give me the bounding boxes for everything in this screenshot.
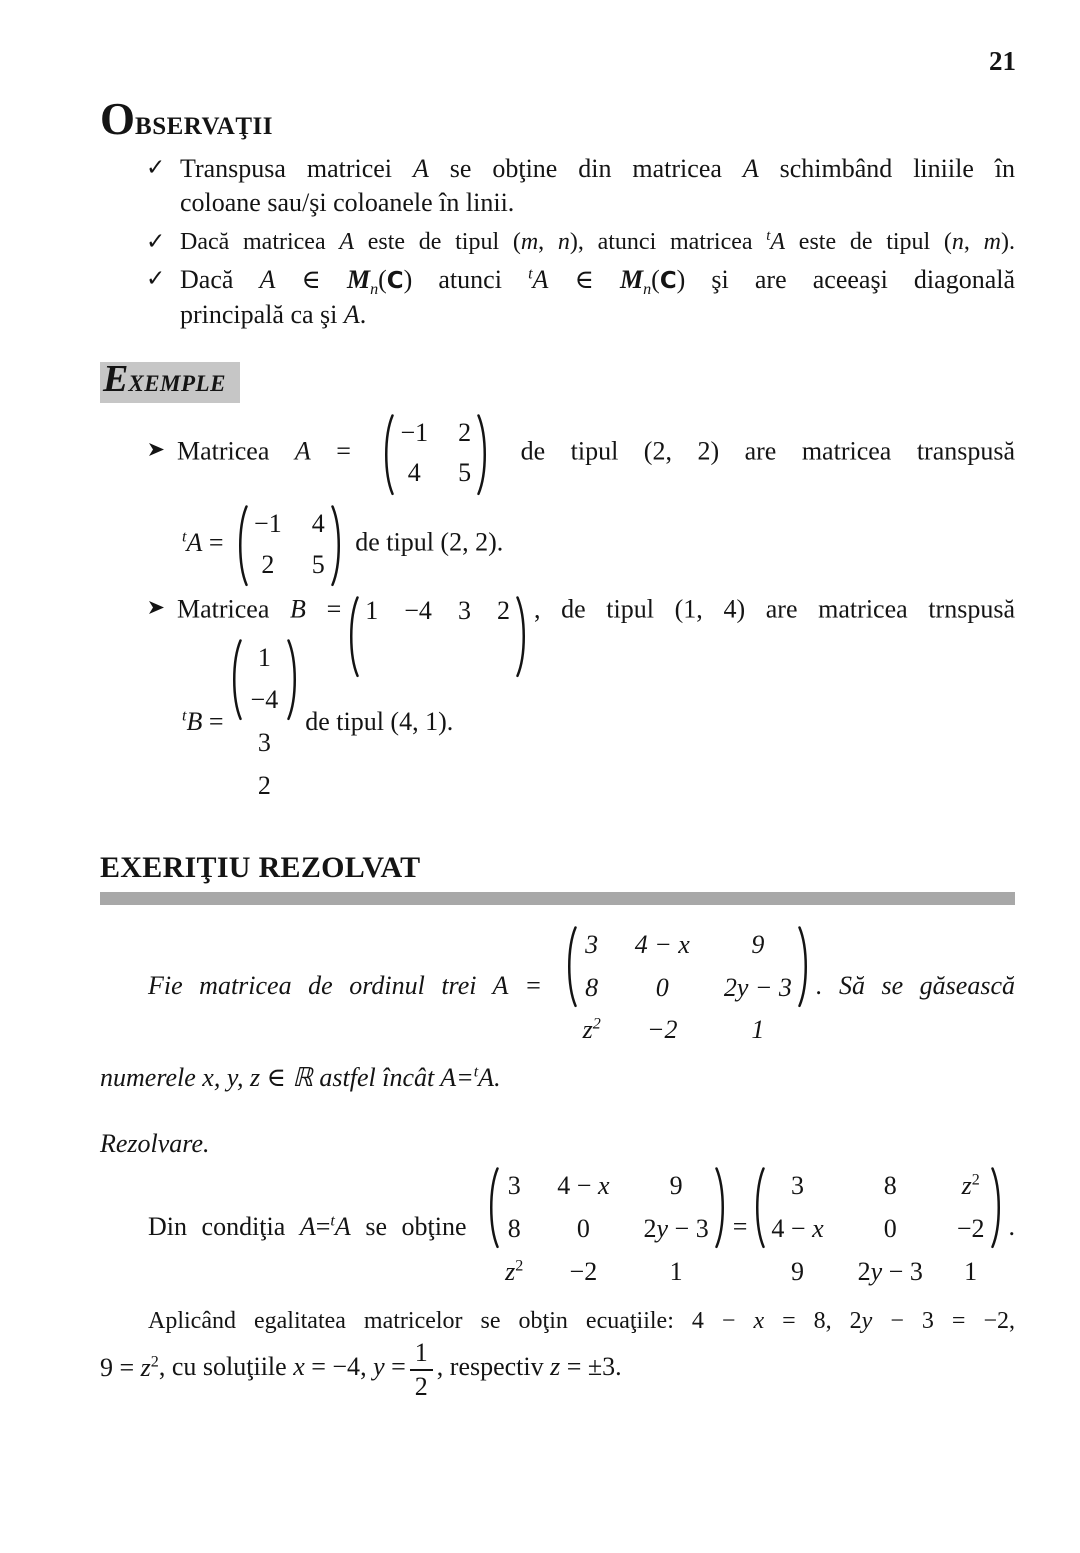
matrix-ta-entries — [251, 502, 328, 587]
checkmark-icon: ✓ — [146, 266, 166, 293]
matrix-cell: 2 — [458, 417, 472, 447]
left-paren-icon — [228, 638, 243, 721]
left-paren-icon — [234, 504, 249, 587]
matrix-cell: 2y − 3 — [857, 1256, 923, 1286]
examples-section — [148, 409, 1015, 810]
matrix-cell: 3 — [791, 1171, 804, 1201]
matrix-cell: 8 — [507, 1214, 521, 1244]
matrix-cell: −2 — [569, 1256, 598, 1286]
matrix-cell: 2 — [257, 770, 271, 800]
conclusion-paragraph — [100, 1306, 1015, 1402]
matrix-cell: 3 — [507, 1171, 521, 1201]
matrix-cell: 2y − 3 — [643, 1214, 709, 1244]
matrix-tb-entries — [245, 636, 285, 808]
solution-equation-line — [100, 1162, 1015, 1296]
conclusion-text-pre: $9 = z^2$, cu soluţiile x = −4, y = — [100, 1352, 406, 1382]
fraction-numerator: 1 — [410, 1337, 433, 1370]
left-paren-icon — [485, 1166, 500, 1249]
arrow-bullet-icon — [148, 600, 165, 615]
right-paren-icon — [990, 1166, 1005, 1249]
matrix-cell: 4 − x — [771, 1214, 824, 1244]
matrix-cell: 5 — [311, 549, 325, 579]
matrix-cell: 9 — [791, 1256, 804, 1286]
conclusion-line-2 — [100, 1337, 1015, 1401]
right-paren-icon — [476, 413, 491, 496]
equals-sign: = — [732, 1212, 748, 1242]
checkmark-icon: ✓ — [146, 229, 166, 256]
transpose-a-label: $^t$A = — [182, 527, 224, 557]
matrix-cell: 9 — [751, 930, 765, 960]
sentence-period: . — [1008, 1212, 1015, 1242]
fraction-denominator: 2 — [414, 1371, 428, 1401]
example-2-line — [148, 591, 1015, 632]
checkmark-icon: ✓ — [146, 154, 166, 181]
matrix-cell: 0 — [576, 1214, 590, 1244]
exercise-line-1 — [100, 921, 1015, 1055]
matrix-cell: 8 — [585, 972, 599, 1002]
matrix-cell: −1 — [254, 508, 282, 538]
exercise-heading: EXERIŢIU REZOLVAT — [100, 851, 421, 885]
matrix-cell: 1 — [257, 642, 271, 672]
left-paren-icon — [563, 925, 578, 1008]
example-1-transpose-line — [182, 500, 1015, 589]
matrix-cell: 0 — [655, 972, 669, 1002]
matrix-cell: $z^2$ — [582, 1015, 601, 1045]
observation-text — [180, 152, 1015, 222]
exemple-heading — [100, 357, 240, 403]
left-paren-icon — [380, 413, 395, 496]
matrix-right — [751, 1164, 1004, 1294]
matrix-left-entries — [502, 1164, 712, 1294]
heading-underline-bar — [100, 892, 1015, 905]
matrix-tb — [228, 636, 302, 808]
matrix-cell: 4 − x — [634, 930, 690, 960]
heading-rest: XEMPLE — [128, 370, 226, 396]
arrow-bullet-icon — [148, 442, 165, 457]
matrix-exercise-entries — [580, 923, 795, 1053]
text-line: principală ca şi A. — [180, 300, 367, 330]
matrix-right-entries — [768, 1164, 987, 1294]
matrix-cell: 4 — [311, 508, 325, 538]
example-2-transpose-text: de tipul (4, 1). — [305, 707, 454, 737]
page-number: 21 — [989, 46, 1016, 76]
observatii-heading — [100, 94, 1015, 144]
text-line: coloane sau/şi coloanele în linii. — [180, 188, 515, 218]
text-line: Dacă matricea A este de tipul (m, n), atunci matricea $^t$A este de tipul (n, m). — [180, 228, 1015, 256]
matrix-cell: 3 — [257, 727, 271, 757]
transpose-b-label: $^t$B = — [182, 707, 224, 737]
matrix-cell: 2 — [496, 596, 510, 626]
heading-rest: BSERVAŢII — [135, 113, 273, 140]
example-1-line — [148, 409, 1015, 498]
matrix-cell: 4 — [407, 458, 421, 488]
observation-item-2 — [146, 226, 1015, 258]
example-1-text-pre: Matricea A = — [177, 436, 351, 466]
observations-list — [146, 152, 1015, 333]
matrix-cell: $z^2$ — [961, 1171, 980, 1201]
text-line: Dacă A ∈ $M_n(C)$ atunci $^t$A ∈ $M_n(C)$ şi are aceeaşi diagonală — [180, 265, 1015, 299]
exercise-text-post: . Să se găsească — [815, 970, 1015, 1000]
matrix-cell: −2 — [647, 1015, 678, 1045]
text-line: Transpusa matricei A se obţine din matricea A schimbând liniile în — [180, 153, 1016, 183]
example-1-transpose-text: de tipul (2, 2). — [355, 527, 504, 557]
matrix-cell: 1 — [964, 1256, 978, 1286]
matrix-cell: 0 — [883, 1214, 897, 1244]
observation-item-1 — [146, 152, 1015, 222]
conclusion-text-post: , respectiv z = ±3. — [436, 1352, 622, 1382]
right-paren-icon — [797, 925, 812, 1008]
matrix-cell: 1 — [365, 596, 379, 626]
matrix-cell: 2y − 3 — [723, 972, 792, 1002]
exercise-line-2: numerele x, y, z ∈ ℝ astfel încât A=$^t$A. — [100, 1062, 501, 1092]
exercise-statement — [100, 921, 1015, 1095]
observation-text — [180, 226, 1015, 258]
conclusion-line-1: Aplicând egalitatea matricelor se obţin ecuaţiile: 4 − x = 8, 2y − 3 = −2, — [148, 1308, 1015, 1335]
matrix-cell: 8 — [883, 1171, 897, 1201]
heading-initial-letter: E — [103, 357, 129, 400]
matrix-cell: −4 — [404, 596, 432, 626]
matrix-a-entries — [397, 411, 474, 496]
matrix-cell: 3 — [585, 930, 599, 960]
observation-item-3 — [146, 263, 1015, 333]
matrix-cell: 2 — [261, 549, 275, 579]
example-2-text-post: , de tipul (1, 4) are matricea trnspusă — [533, 594, 1015, 624]
example-2-transpose-line — [182, 634, 1015, 810]
right-paren-icon — [515, 595, 530, 678]
left-paren-icon — [751, 1166, 766, 1249]
example-2-text-pre: Matricea B = — [177, 594, 342, 624]
matrix-b-entries — [362, 593, 513, 630]
solution-text-pre: Din condiţia A=$^t$A se obţine — [148, 1212, 467, 1242]
right-paren-icon — [330, 504, 345, 587]
heading-initial-letter: O — [100, 94, 136, 144]
matrix-exercise — [563, 923, 812, 1053]
solution-heading: Rezolvare. — [100, 1128, 210, 1158]
matrix-ta — [234, 502, 345, 587]
right-paren-icon — [714, 1166, 729, 1249]
matrix-cell: −4 — [250, 685, 279, 715]
example-1-text-post: de tipul (2, 2) are matricea transpusă — [520, 436, 1016, 466]
matrix-b — [345, 593, 530, 630]
fraction-one-half — [410, 1337, 433, 1401]
matrix-left — [485, 1164, 729, 1294]
matrix-cell: 1 — [751, 1015, 765, 1045]
matrix-cell: 1 — [669, 1256, 683, 1286]
matrix-cell: 5 — [458, 458, 472, 488]
exercise-text-pre: Fie matricea de ordinul trei A = — [148, 970, 543, 1000]
left-paren-icon — [345, 595, 360, 678]
matrix-cell: −1 — [400, 417, 429, 447]
matrix-cell: 3 — [457, 596, 471, 626]
observation-text — [180, 263, 1015, 333]
matrix-cell: $z^2$ — [505, 1256, 524, 1286]
matrix-a — [380, 411, 491, 496]
matrix-cell: −2 — [956, 1214, 985, 1244]
matrix-cell: 9 — [669, 1171, 683, 1201]
right-paren-icon — [286, 638, 301, 721]
matrix-cell: 4 − x — [557, 1171, 610, 1201]
